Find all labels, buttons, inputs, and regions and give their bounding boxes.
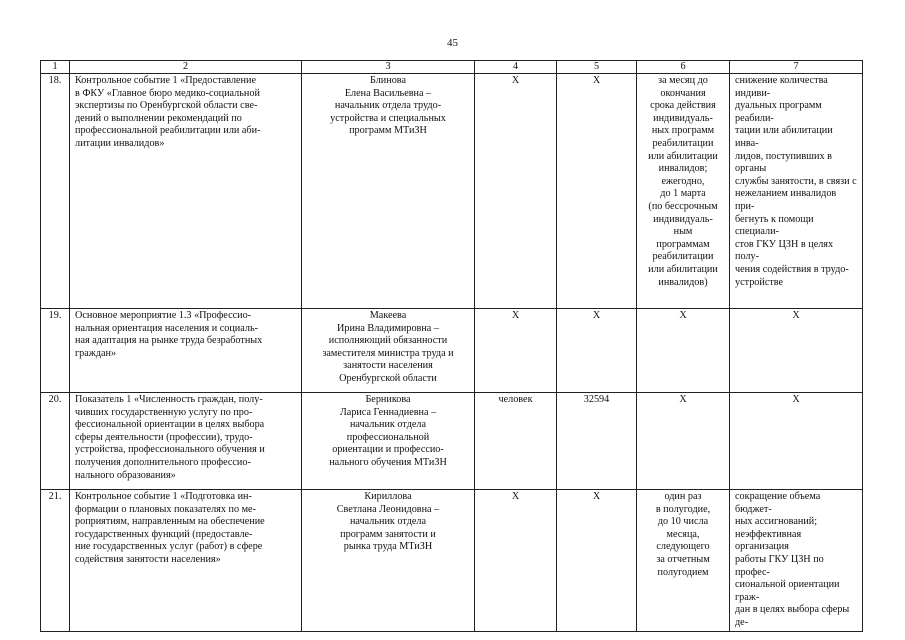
column-header: 3 xyxy=(302,61,475,74)
value-cell: Х xyxy=(557,74,637,309)
table-row xyxy=(41,393,863,490)
risks-cell: сокращение объема бюджет- ных ассигнований; неэффективная организация работы ГКУ ЦЗН по профес- сиональной ориентации граж- дан в целях выбора сферы де- xyxy=(730,490,863,632)
column-header: 1 xyxy=(41,61,70,74)
column-header: 4 xyxy=(475,61,557,74)
table-row xyxy=(41,309,863,393)
event-cell: Контрольное событие 1 «Предоставление в ФКУ «Главное бюро медико-социальной экспертизы по Оренбургской области све- дений о выполнении рекомендаций по профессиональной реабилитации или аби- литации инвалидов» xyxy=(70,74,302,309)
row-number: 18. xyxy=(41,74,70,309)
row-number: 19. xyxy=(41,309,70,393)
column-header: 7 xyxy=(730,61,863,74)
plan-table xyxy=(40,60,863,632)
row-number: 20. xyxy=(41,393,70,490)
value-cell: Х xyxy=(557,309,637,393)
unit-cell: Х xyxy=(475,490,557,632)
value-cell: 32594 xyxy=(557,393,637,490)
deadline-cell: Х xyxy=(637,393,730,490)
table-row xyxy=(41,490,863,632)
risks-cell: Х xyxy=(730,309,863,393)
deadline-cell: за месяц до окончания срока действия индивидуаль- ных программ реабилитации или абилитации инвалидов; ежегодно, до 1 марта (по бессрочным индивидуаль- ным программам реабилитации или абилитации инвалидов) xyxy=(637,74,730,309)
unit-cell: человек xyxy=(475,393,557,490)
risks-cell: снижение количества индиви- дуальных программ реабили- тации или абилитации инва- лидов, поступивших в органы службы занятости, в связи с нежеланием инвалидов при- бегнуть к помощи специали- стов ГКУ ЦЗН в целях полу- чения содействия в трудо- устройстве xyxy=(730,74,863,309)
column-header: 5 xyxy=(557,61,637,74)
column-header: 2 xyxy=(70,61,302,74)
unit-cell: Х xyxy=(475,74,557,309)
column-header: 6 xyxy=(637,61,730,74)
table-row xyxy=(41,74,863,309)
responsible-cell: Блинова Елена Васильевна – начальник отдела трудо- устройства и специальных программ МТиЗН xyxy=(302,74,475,309)
responsible-cell: Берникова Лариса Геннадиевна – начальник отдела профессиональной ориентации и профессио- нального обучения МТиЗН xyxy=(302,393,475,490)
responsible-cell: Кириллова Светлана Леонидовна – начальник отдела программ занятости и рынка труда МТиЗН xyxy=(302,490,475,632)
event-cell: Основное мероприятие 1.3 «Профессио- нальная ориентация населения и социаль- ная адаптация на рынке труда безработных граждан» xyxy=(70,309,302,393)
unit-cell: Х xyxy=(475,309,557,393)
deadline-cell: Х xyxy=(637,309,730,393)
responsible-cell: Макеева Ирина Владимировна – исполняющий обязанности заместителя министра труда и занятости населения Оренбургской области xyxy=(302,309,475,393)
value-cell: Х xyxy=(557,490,637,632)
event-cell: Показатель 1 «Численность граждан, полу- чивших государственную услугу по про- фессиональной ориентации в целях выбора сферы деятельности (профессии), трудо- устройства, профессионального обучения и получения дополнительного профессио- нального образования» xyxy=(70,393,302,490)
header-row xyxy=(41,61,863,74)
page-number: 45 xyxy=(447,37,458,49)
event-cell: Контрольное событие 1 «Подготовка ин- формации о плановых показателях по ме- роприятиям, направленным на обеспечение государственных функций (предоставле- ние государственных услуг (работ) в сфере содействия занятости населения» xyxy=(70,490,302,632)
risks-cell: Х xyxy=(730,393,863,490)
deadline-cell: один раз в полугодие, до 10 числа месяца, следующего за отчетным полугодием xyxy=(637,490,730,632)
row-number: 21. xyxy=(41,490,70,632)
